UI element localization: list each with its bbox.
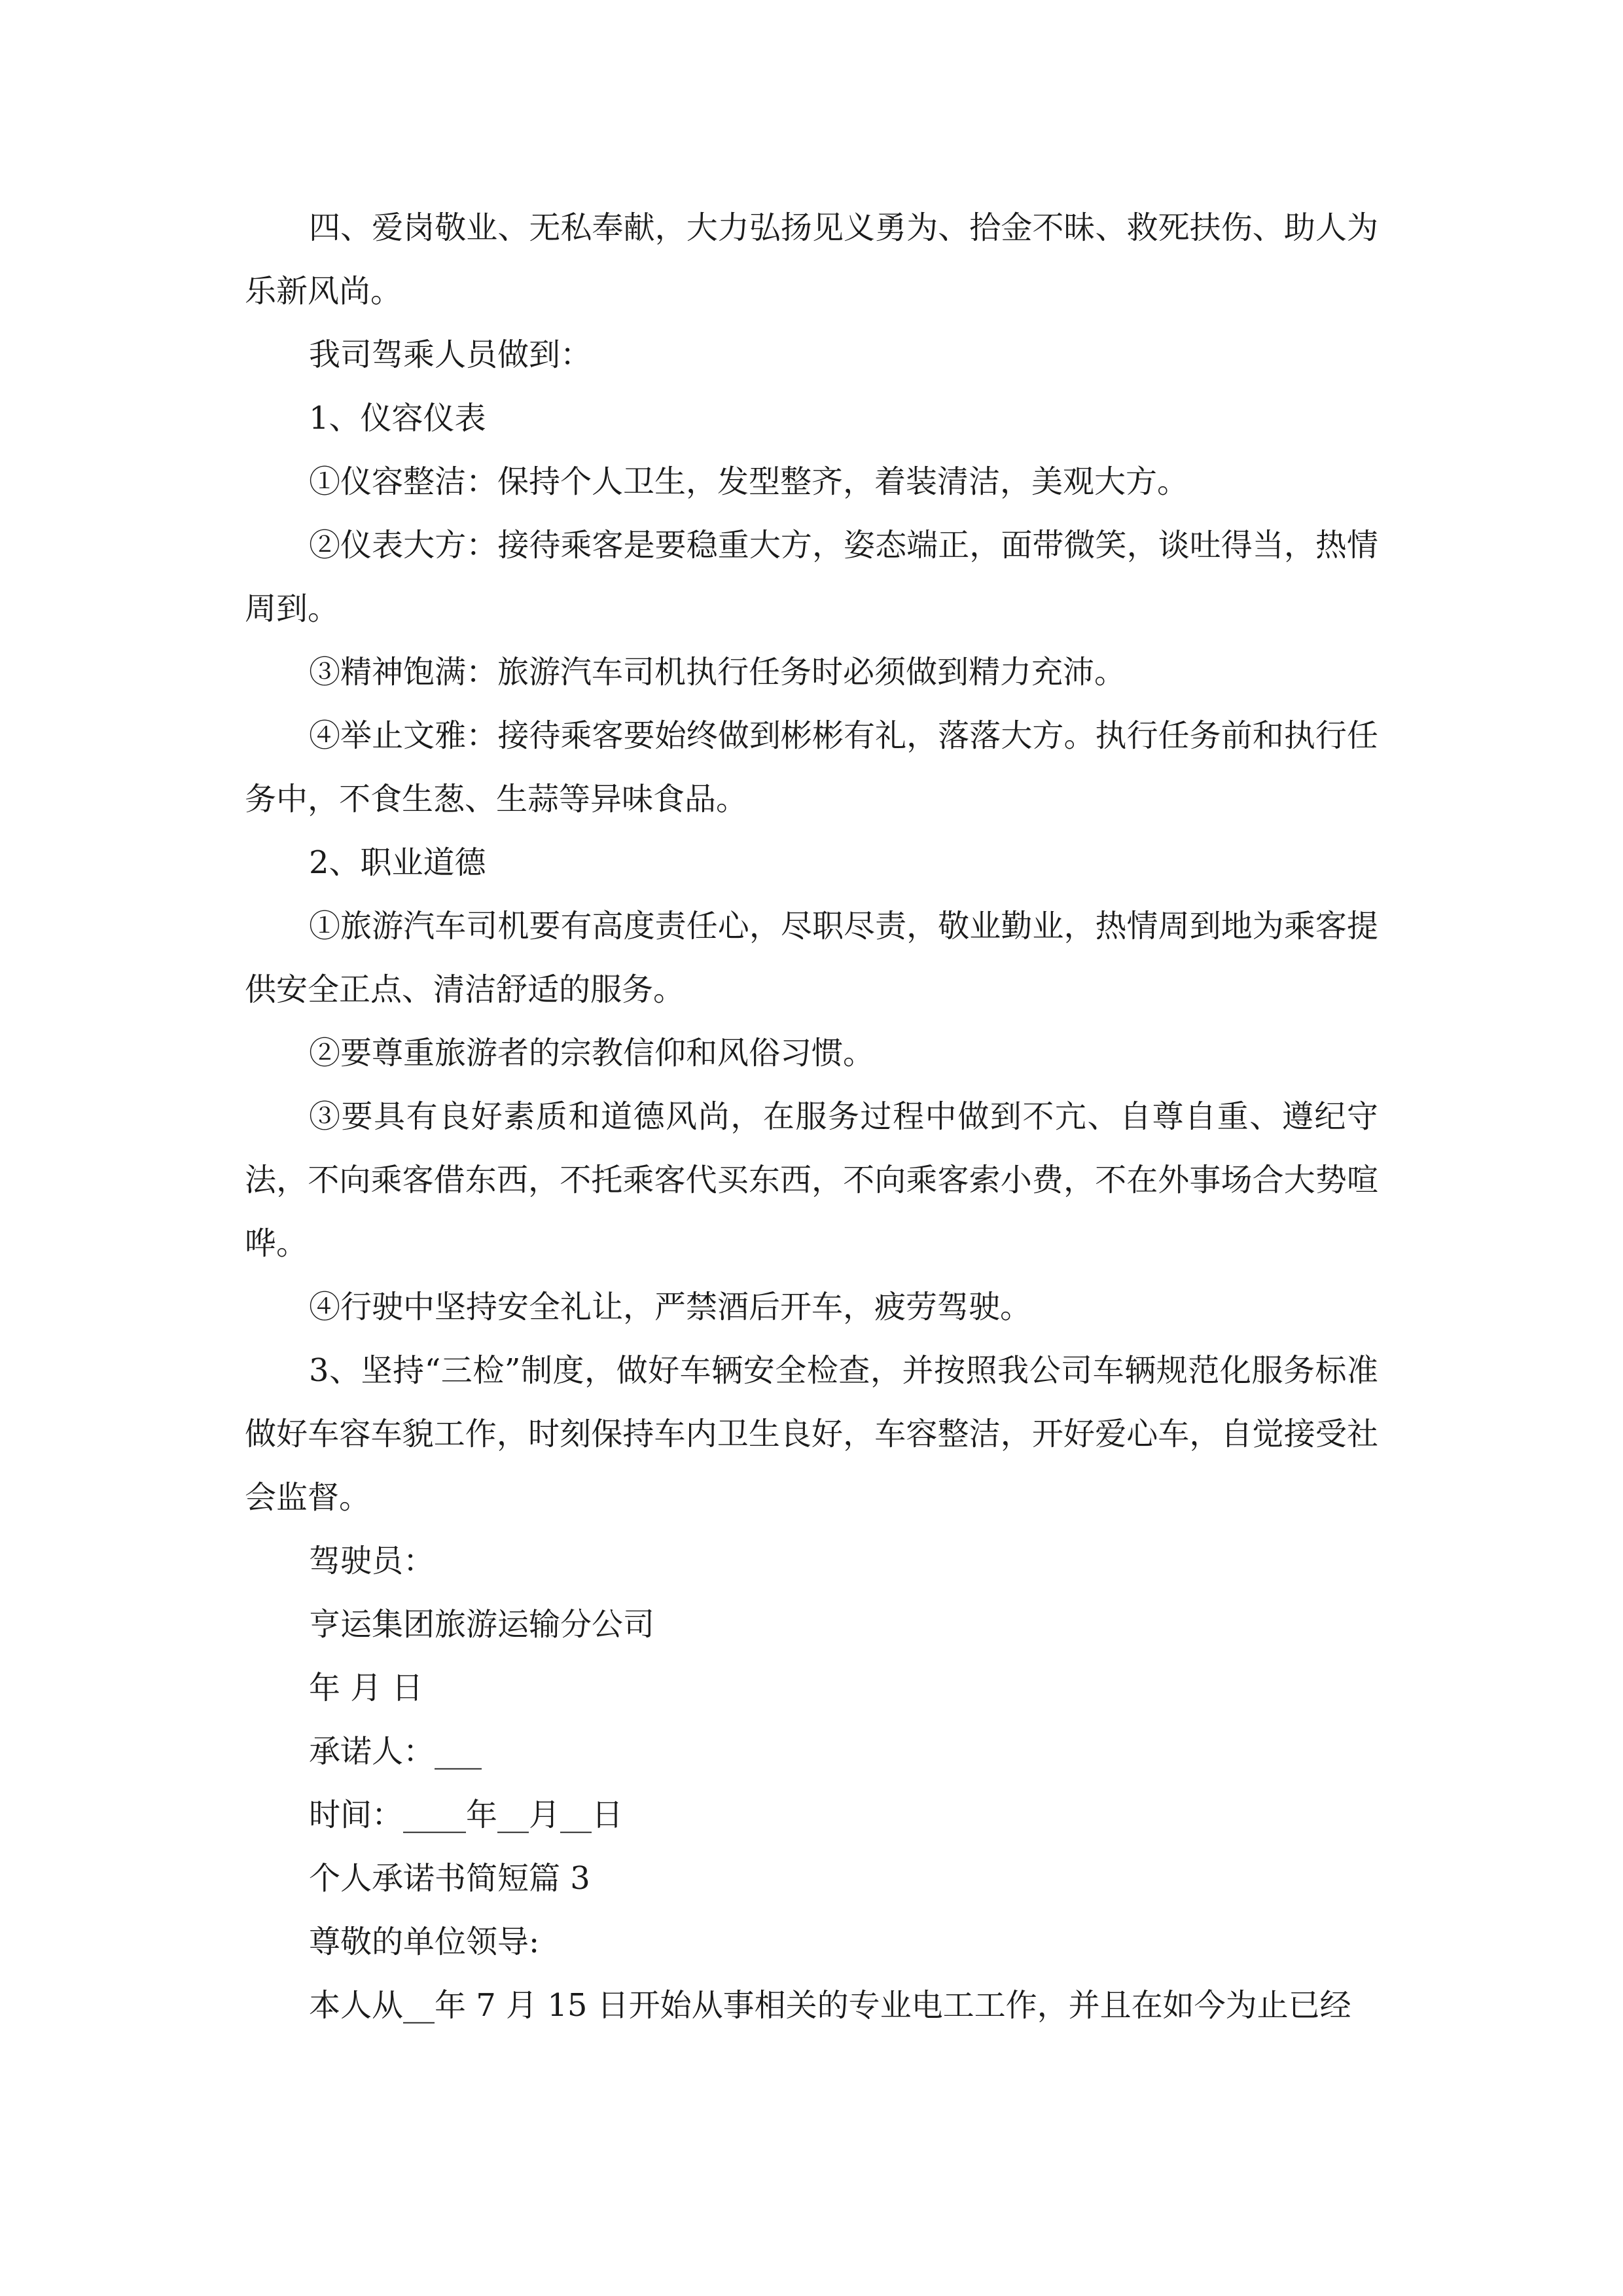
paragraph-item: ②仪表大方：接待乘客是要稳重大方，姿态端正，面带微笑，谈吐得当，热情周到。 [245,527,1378,627]
paragraph-item: ③精神饱满：旅游汽车司机执行任务时必须做到精力充沛。 [309,654,1126,691]
paragraph-item: ③要具有良好素质和道德风尚，在服务过程中做到不亢、自尊自重、遵纪守法，不向乘客借东西，不托乘客代买东西，不向乘客索小费，不在外事场合大势喧哗。 [245,1098,1378,1262]
paragraph-item: ①旅游汽车司机要有高度责任心，尽职尽责，敬业勤业，热情周到地为乘客提供安全正点、清洁舒适的服务。 [245,908,1378,1008]
signature-promiser: 承诺人：___ [309,1733,482,1770]
signature-time: 时间：____年__月__日 [309,1797,624,1833]
heading-ethics: 2、职业道德 [309,844,486,881]
paragraph-section-four: 四、爱岗敬业、无私奉献，大力弘扬见义勇为、拾金不昧、救死扶伤、助人为乐新风尚。 [245,209,1378,310]
paragraph-item: ④举止文雅：接待乘客要始终做到彬彬有礼，落落大方。执行任务前和执行任务中，不食生葱、生蒜等异味食品。 [245,717,1378,817]
paragraph-item: ④行驶中坚持安全礼让，严禁酒后开车，疲劳驾驶。 [309,1289,1032,1325]
paragraph-item: ①仪容整洁：保持个人卫生，发型整齐，着装清洁，美观大方。 [309,463,1189,500]
signature-company: 亨运集团旅游运输分公司 [309,1606,655,1643]
paragraph-intro: 我司驾乘人员做到： [309,336,592,373]
document-body [245,196,1378,2037]
section-title: 个人承诺书简短篇 3 [309,1860,590,1897]
paragraph-item: ②要尊重旅游者的宗教信仰和风俗习惯。 [309,1035,875,1071]
salutation: 尊敬的单位领导: [309,1924,540,1960]
signature-driver-label: 驾驶员： [309,1543,435,1579]
heading-appearance: 1、仪容仪表 [309,400,486,437]
signature-date: 年 月 日 [309,1670,423,1706]
paragraph-inspection: 3、坚持“三检”制度，做好车辆安全检查，并按照我公司车辆规范化服务标准做好车容车貌工作，时刻保持车内卫生良好，车容整洁，开好爱心车，自觉接受社会监督。 [245,1352,1378,1516]
paragraph-body: 本人从__年 7 月 15 日开始从事相关的专业电工工作，并且在如今为止已经 [309,1987,1351,2024]
